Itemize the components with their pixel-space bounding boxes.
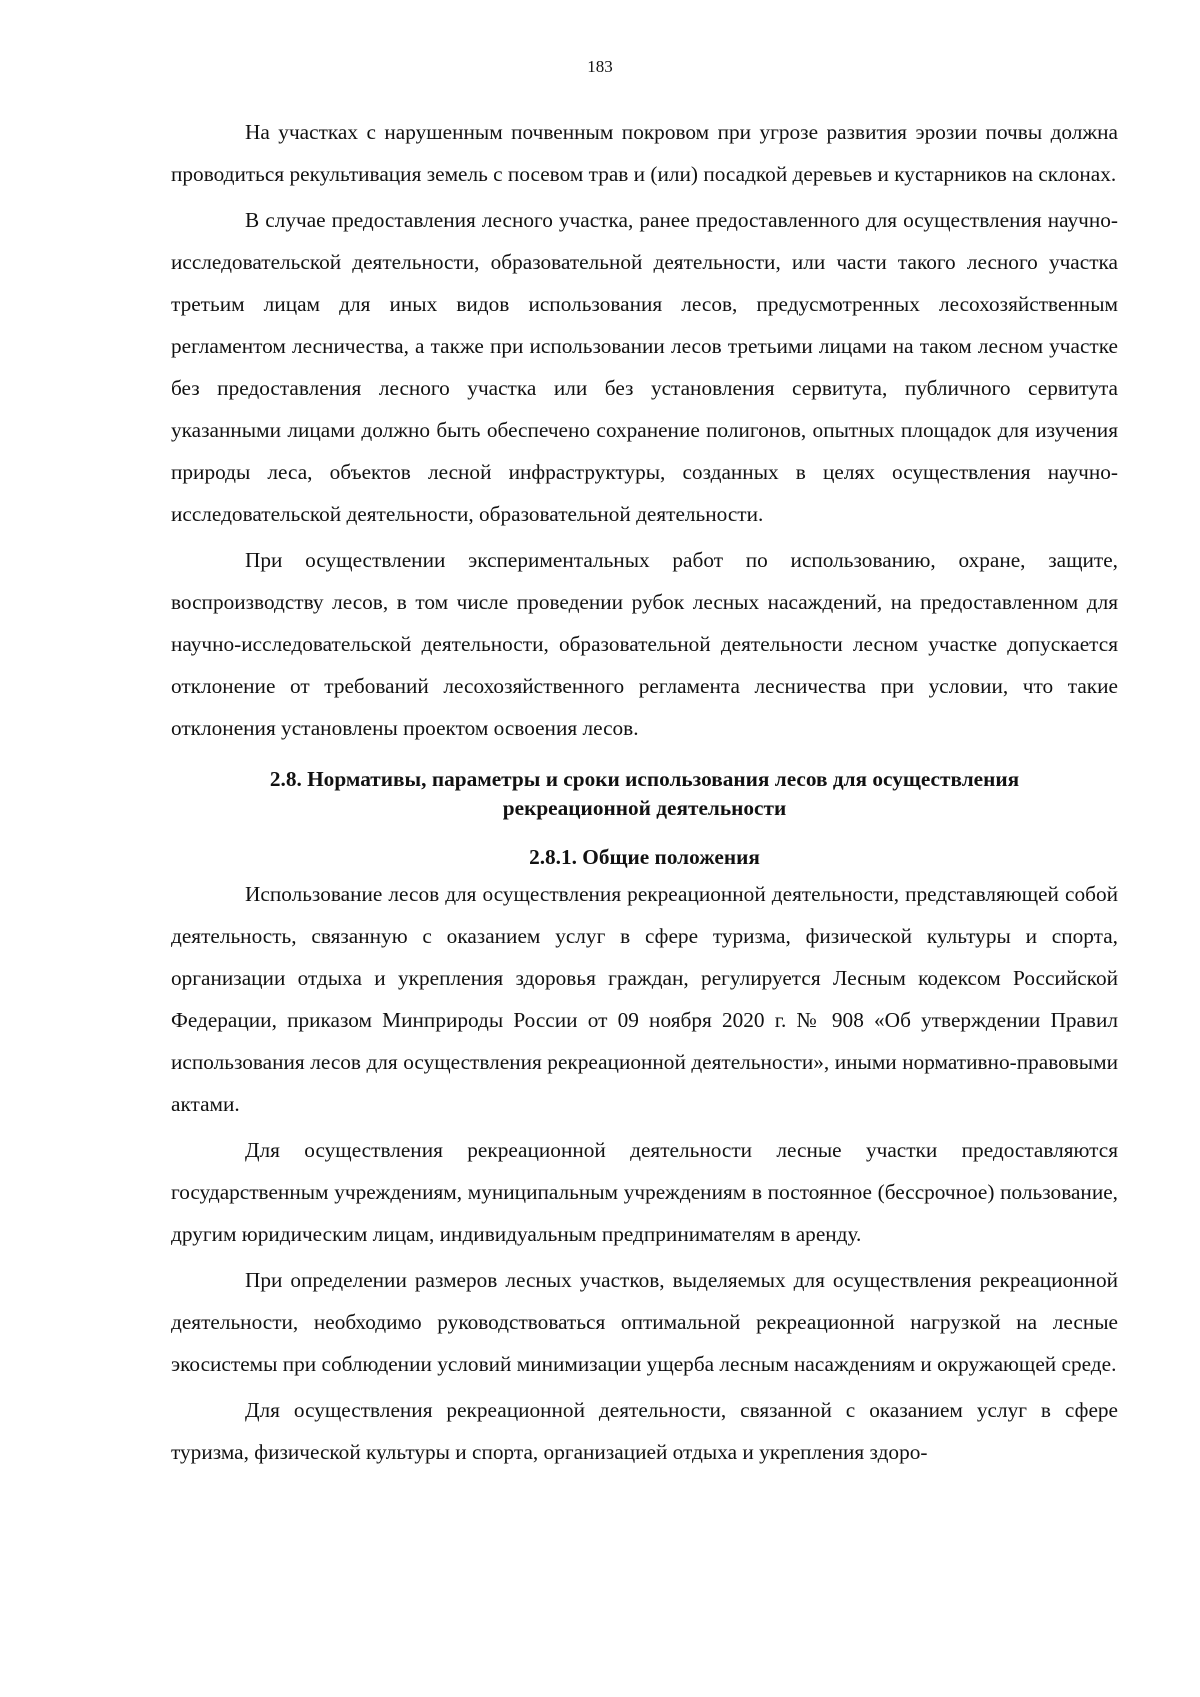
section-heading-line2: рекреационной деятельности [502,796,787,820]
paragraph-erosion-recultivation: На участках с нарушенным почвенным покровом при угрозе развития эрозии почвы должна проводиться рекультивация земель с посевом трав и (или) посадкой деревьев и кустарников на склонах. [171,120,1118,186]
document-body [171,111,1118,1473]
paragraph-land-provision: Для осуществления рекреационной деятельности лесные участки предоставляются государственным учреждениям, муниципальным учреждениям в постоянное (бессрочное) пользование, другим юридическим лицам, индивидуальным предпринимателям в аренду. [171,1138,1118,1246]
page-number: 183 [587,57,613,76]
subsection-heading: 2.8.1. Общие положения [529,845,760,869]
paragraph-recreation-usage: Использование лесов для осуществления рекреационной деятельности, представляющей собой деятельность, связанную с оказанием услуг в сфере туризма, физической культуры и спорта, организации отдыха и укрепления здоровья граждан, регулируется Лесным кодексом Российской Федерации, приказом Минприроды России от 09 ноября 2020 г. № 908 «Об утверждении Правил использования лесов для осуществления рекреационной деятельности», иными нормативно-правовыми актами. [171,882,1118,1116]
section-heading-line1: 2.8. Нормативы, параметры и сроки использования лесов для осуществления [269,767,1020,791]
paragraph-plot-size: При определении размеров лесных участков, выделяемых для осуществления рекреационной деятельности, необходимо руководствоваться оптимальной рекреационной нагрузкой на лесные экосистемы при соблюдении условий минимизации ущерба лесным насаждениям и окружающей среде. [171,1268,1118,1376]
paragraph-experimental-works: При осуществлении экспериментальных работ по использованию, охране, защите, воспроизводству лесов, в том числе проведении рубок лесных насаждений, на предоставленном для научно-исследовательской деятельности, образовательной деятельности лесном участке допускается отклонение от требований лесохозяйственного регламента лесничества при условии, что такие отклонения установлены проектом освоения лесов. [171,548,1118,740]
paragraph-third-parties: В случае предоставления лесного участка, ранее предоставленного для осуществления научно-исследовательской деятельности, образовательной деятельности, или части такого лесного участка третьим лицам для иных видов использования лесов, предусмотренных лесохозяйственным регламентом лесничества, а также при использовании лесов третьими лицами на таком лесном участке без предоставления лесного участка или без установления сервитута, публичного сервитута указанными лицами должно быть обеспечено сохранение полигонов, опытных площадок для изучения природы леса, объектов лесной инфраструктуры, созданных в целях осуществления научно-исследовательской деятельности, образовательной деятельности. [171,208,1118,526]
section-heading [171,765,1118,823]
paragraph-tourism-services: Для осуществления рекреационной деятельности, связанной с оказанием услуг в сфере туризма, физической культуры и спорта, организацией отдыха и укрепления здоро- [171,1398,1118,1464]
